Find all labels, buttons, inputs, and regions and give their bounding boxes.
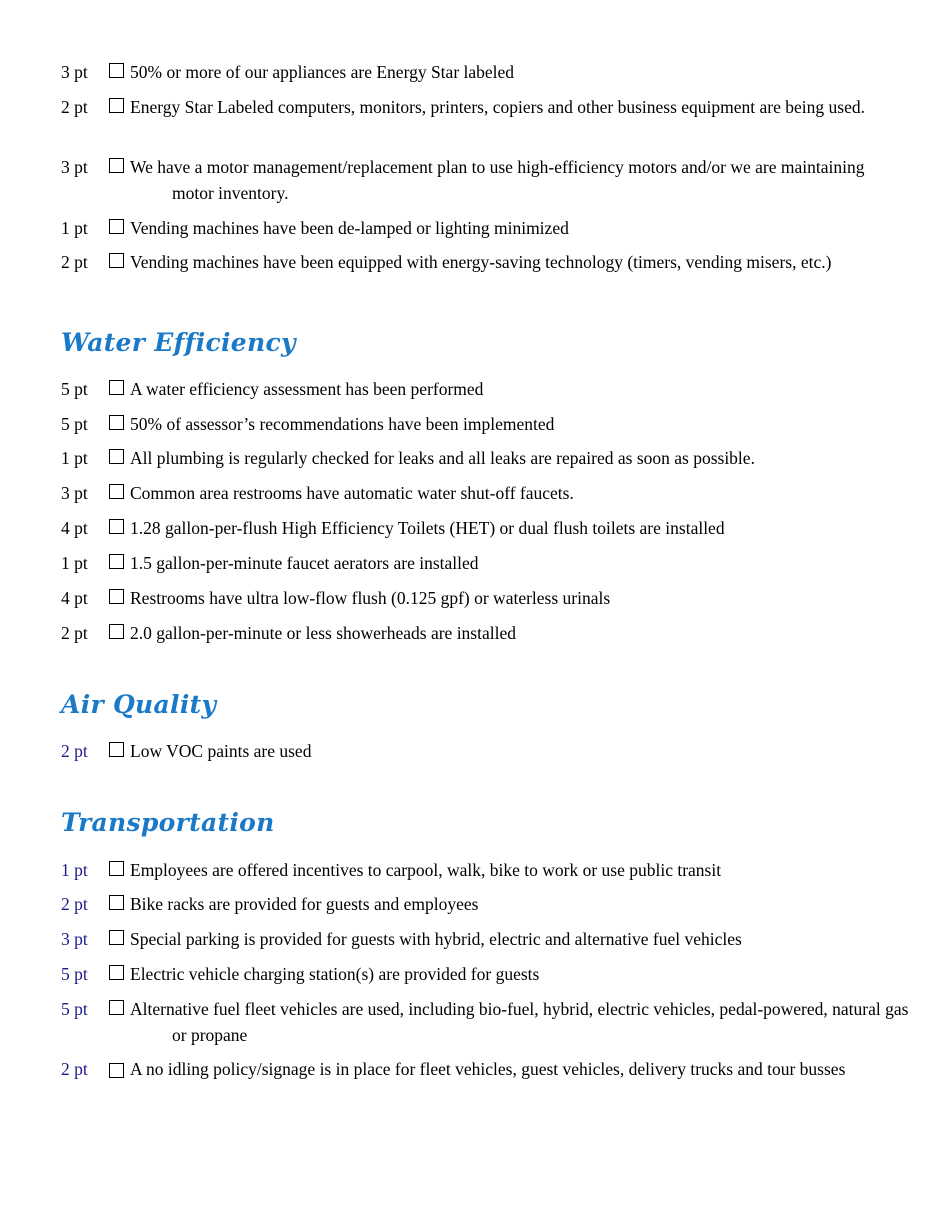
- checklist-item: [61, 445, 921, 471]
- checkbox[interactable]: [109, 895, 124, 910]
- item-text: Employees are offered incentives to carpool, walk, bike to work or use public transit: [130, 860, 722, 880]
- points-label: 3 pt: [61, 483, 88, 503]
- points-label: 2 pt: [61, 97, 88, 117]
- checkbox[interactable]: [109, 554, 124, 569]
- item-text: Special parking is provided for guests with hybrid, electric and alternative fuel vehicles: [130, 929, 742, 949]
- checklist-item: [61, 1056, 921, 1082]
- item-text: Energy Star Labeled computers, monitors, printers, copiers and other business equipment are being used.: [130, 97, 865, 117]
- item-text: 50% of assessor’s recommendations have been implemented: [130, 414, 555, 434]
- checklist-item: [61, 376, 921, 402]
- points-label: 5 pt: [61, 414, 88, 434]
- checklist-item: [61, 996, 921, 1048]
- points-label: 5 pt: [61, 379, 88, 399]
- points-label: 3 pt: [61, 929, 88, 949]
- section-heading-air-quality: Air Quality: [61, 690, 217, 719]
- checklist-item: [61, 480, 921, 506]
- points-label: 2 pt: [61, 894, 88, 914]
- checkbox[interactable]: [109, 519, 124, 534]
- section-heading-transportation: Transportation: [61, 808, 275, 837]
- checkbox[interactable]: [109, 1063, 124, 1078]
- points-label: 4 pt: [61, 518, 88, 538]
- item-text: A no idling policy/signage is in place for fleet vehicles, guest vehicles, delivery trucks and tour busses: [130, 1059, 846, 1079]
- checklist-item: [61, 94, 921, 120]
- points-label: 1 pt: [61, 448, 88, 468]
- checkbox[interactable]: [109, 253, 124, 268]
- item-text: All plumbing is regularly checked for leaks and all leaks are repaired as soon as possible.: [130, 448, 755, 468]
- checkbox[interactable]: [109, 449, 124, 464]
- points-label: 2 pt: [61, 623, 88, 643]
- checklist-item: [61, 550, 921, 576]
- checkbox[interactable]: [109, 589, 124, 604]
- checkbox[interactable]: [109, 63, 124, 78]
- checklist-item: [61, 891, 921, 917]
- points-label: 1 pt: [61, 860, 88, 880]
- checkbox[interactable]: [109, 415, 124, 430]
- points-label: 5 pt: [61, 999, 88, 1019]
- points-label: 3 pt: [61, 62, 88, 82]
- checklist-item: [61, 154, 921, 206]
- item-text: Common area restrooms have automatic water shut-off faucets.: [130, 483, 574, 503]
- item-text: 1.28 gallon-per-flush High Efficiency Toilets (HET) or dual flush toilets are installed: [130, 518, 725, 538]
- checkbox[interactable]: [109, 861, 124, 876]
- section-heading-water-efficiency: Water Efficiency: [61, 328, 296, 357]
- checkbox[interactable]: [109, 98, 124, 113]
- checklist-item: [61, 926, 921, 952]
- item-text: 2.0 gallon-per-minute or less showerheads are installed: [130, 623, 516, 643]
- checklist-item: [61, 59, 921, 85]
- item-text: We have a motor management/replacement plan to use high-efficiency motors and/or we are maintaining motor inventory.: [130, 157, 865, 203]
- checkbox[interactable]: [109, 380, 124, 395]
- item-text: Electric vehicle charging station(s) are provided for guests: [130, 964, 540, 984]
- checklist-item: [61, 585, 921, 611]
- checkbox[interactable]: [109, 219, 124, 234]
- checkbox[interactable]: [109, 484, 124, 499]
- checklist-item: [61, 411, 921, 437]
- points-label: 3 pt: [61, 157, 88, 177]
- item-text: 1.5 gallon-per-minute faucet aerators are installed: [130, 553, 479, 573]
- points-label: 2 pt: [61, 1059, 88, 1079]
- item-text: Low VOC paints are used: [130, 741, 312, 761]
- item-text: Vending machines have been de-lamped or lighting minimized: [130, 218, 569, 238]
- points-label: 1 pt: [61, 553, 88, 573]
- checklist-item: [61, 961, 921, 987]
- checkbox[interactable]: [109, 1000, 124, 1015]
- checkbox[interactable]: [109, 930, 124, 945]
- checklist-item: [61, 215, 921, 241]
- checklist-item: [61, 249, 921, 275]
- points-label: 4 pt: [61, 588, 88, 608]
- points-label: 2 pt: [61, 741, 88, 761]
- item-text: Vending machines have been equipped with energy-saving technology (timers, vending misers, etc.): [130, 252, 832, 272]
- item-text: 50% or more of our appliances are Energy Star labeled: [130, 62, 515, 82]
- item-text: A water efficiency assessment has been performed: [130, 379, 484, 399]
- checkbox[interactable]: [109, 742, 124, 757]
- item-text: Restrooms have ultra low-flow flush (0.125 gpf) or waterless urinals: [130, 588, 611, 608]
- points-label: 1 pt: [61, 218, 88, 238]
- checklist-item: [61, 738, 921, 764]
- checklist-item: [61, 620, 921, 646]
- points-label: 2 pt: [61, 252, 88, 272]
- checkbox[interactable]: [109, 965, 124, 980]
- checklist-item: [61, 857, 921, 883]
- checkbox[interactable]: [109, 158, 124, 173]
- checkbox[interactable]: [109, 624, 124, 639]
- item-text: Bike racks are provided for guests and employees: [130, 894, 479, 914]
- item-text: Alternative fuel fleet vehicles are used, including bio-fuel, hybrid, electric vehicles, pedal-powered, natural gas or propane: [130, 999, 909, 1045]
- checklist-item: [61, 515, 921, 541]
- points-label: 5 pt: [61, 964, 88, 984]
